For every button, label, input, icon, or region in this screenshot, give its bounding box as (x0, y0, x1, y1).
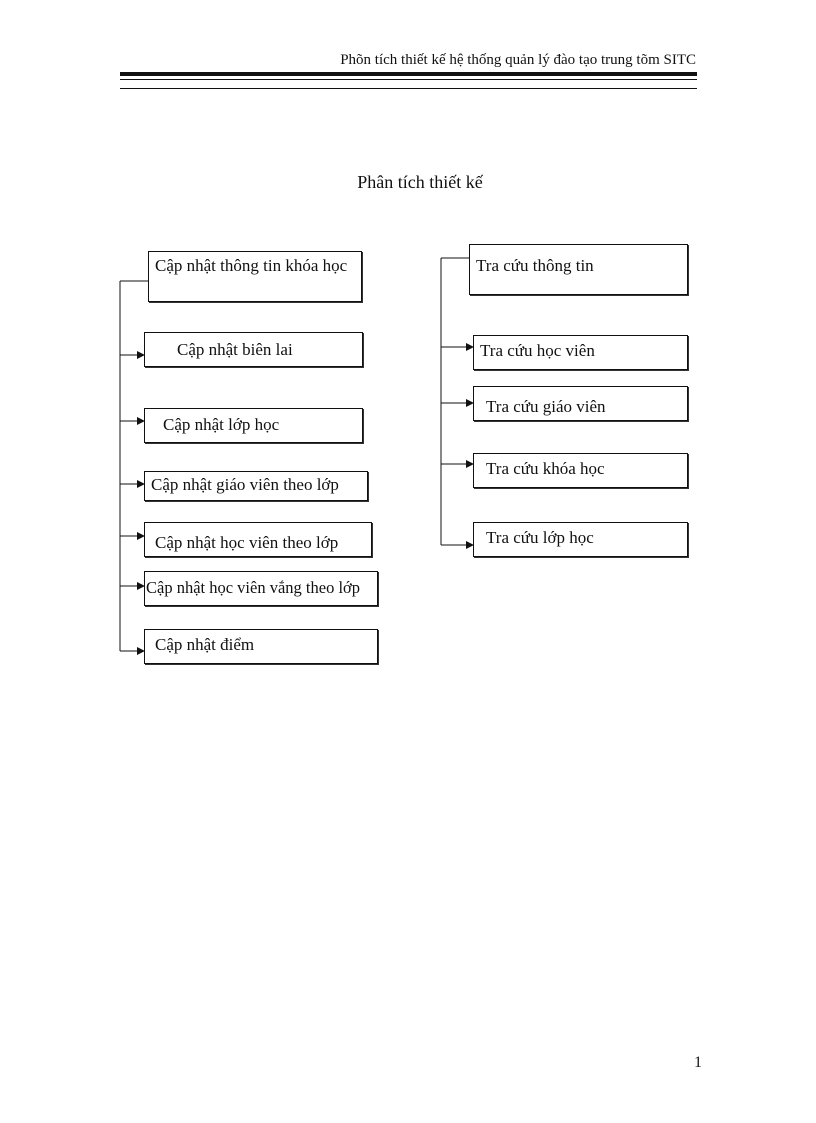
box-tra-cuu-lop-hoc: Tra cứu lớp học (473, 522, 688, 557)
box-tra-cuu-hoc-vien: Tra cứu học viên (473, 335, 688, 370)
box-tra-cuu-thong-tin: Tra cứu thông tin (469, 244, 688, 295)
box-cap-nhat-lop-hoc: Cập nhật lớp học (144, 408, 363, 443)
box-cap-nhat-hoc-vien-theo-lop: Cập nhật học viên theo lớp (144, 522, 372, 557)
box-tra-cuu-giao-vien: Tra cứu giáo viên (473, 386, 688, 421)
box-cap-nhat-hoc-vien-vang-theo-lop: Cập nhật học viên vắng theo lớp (144, 571, 378, 606)
box-tra-cuu-khoa-hoc: Tra cứu khóa học (473, 453, 688, 488)
box-cap-nhat-giao-vien-theo-lop: Cập nhật giáo viên theo lớp (144, 471, 368, 501)
running-header: Phõn tích thiết kế hệ thống quản lý đào tạo trung tõm SITC (340, 52, 696, 68)
box-cap-nhat-thong-tin-khoa-hoc: Cập nhật thông tin khóa học (148, 251, 362, 302)
page-number: 1 (694, 1054, 702, 1071)
diagram-title: Phân tích thiết kế (357, 172, 483, 192)
box-cap-nhat-diem: Cập nhật điểm (144, 629, 378, 664)
box-cap-nhat-bien-lai: Cập nhật biên lai (144, 332, 363, 367)
